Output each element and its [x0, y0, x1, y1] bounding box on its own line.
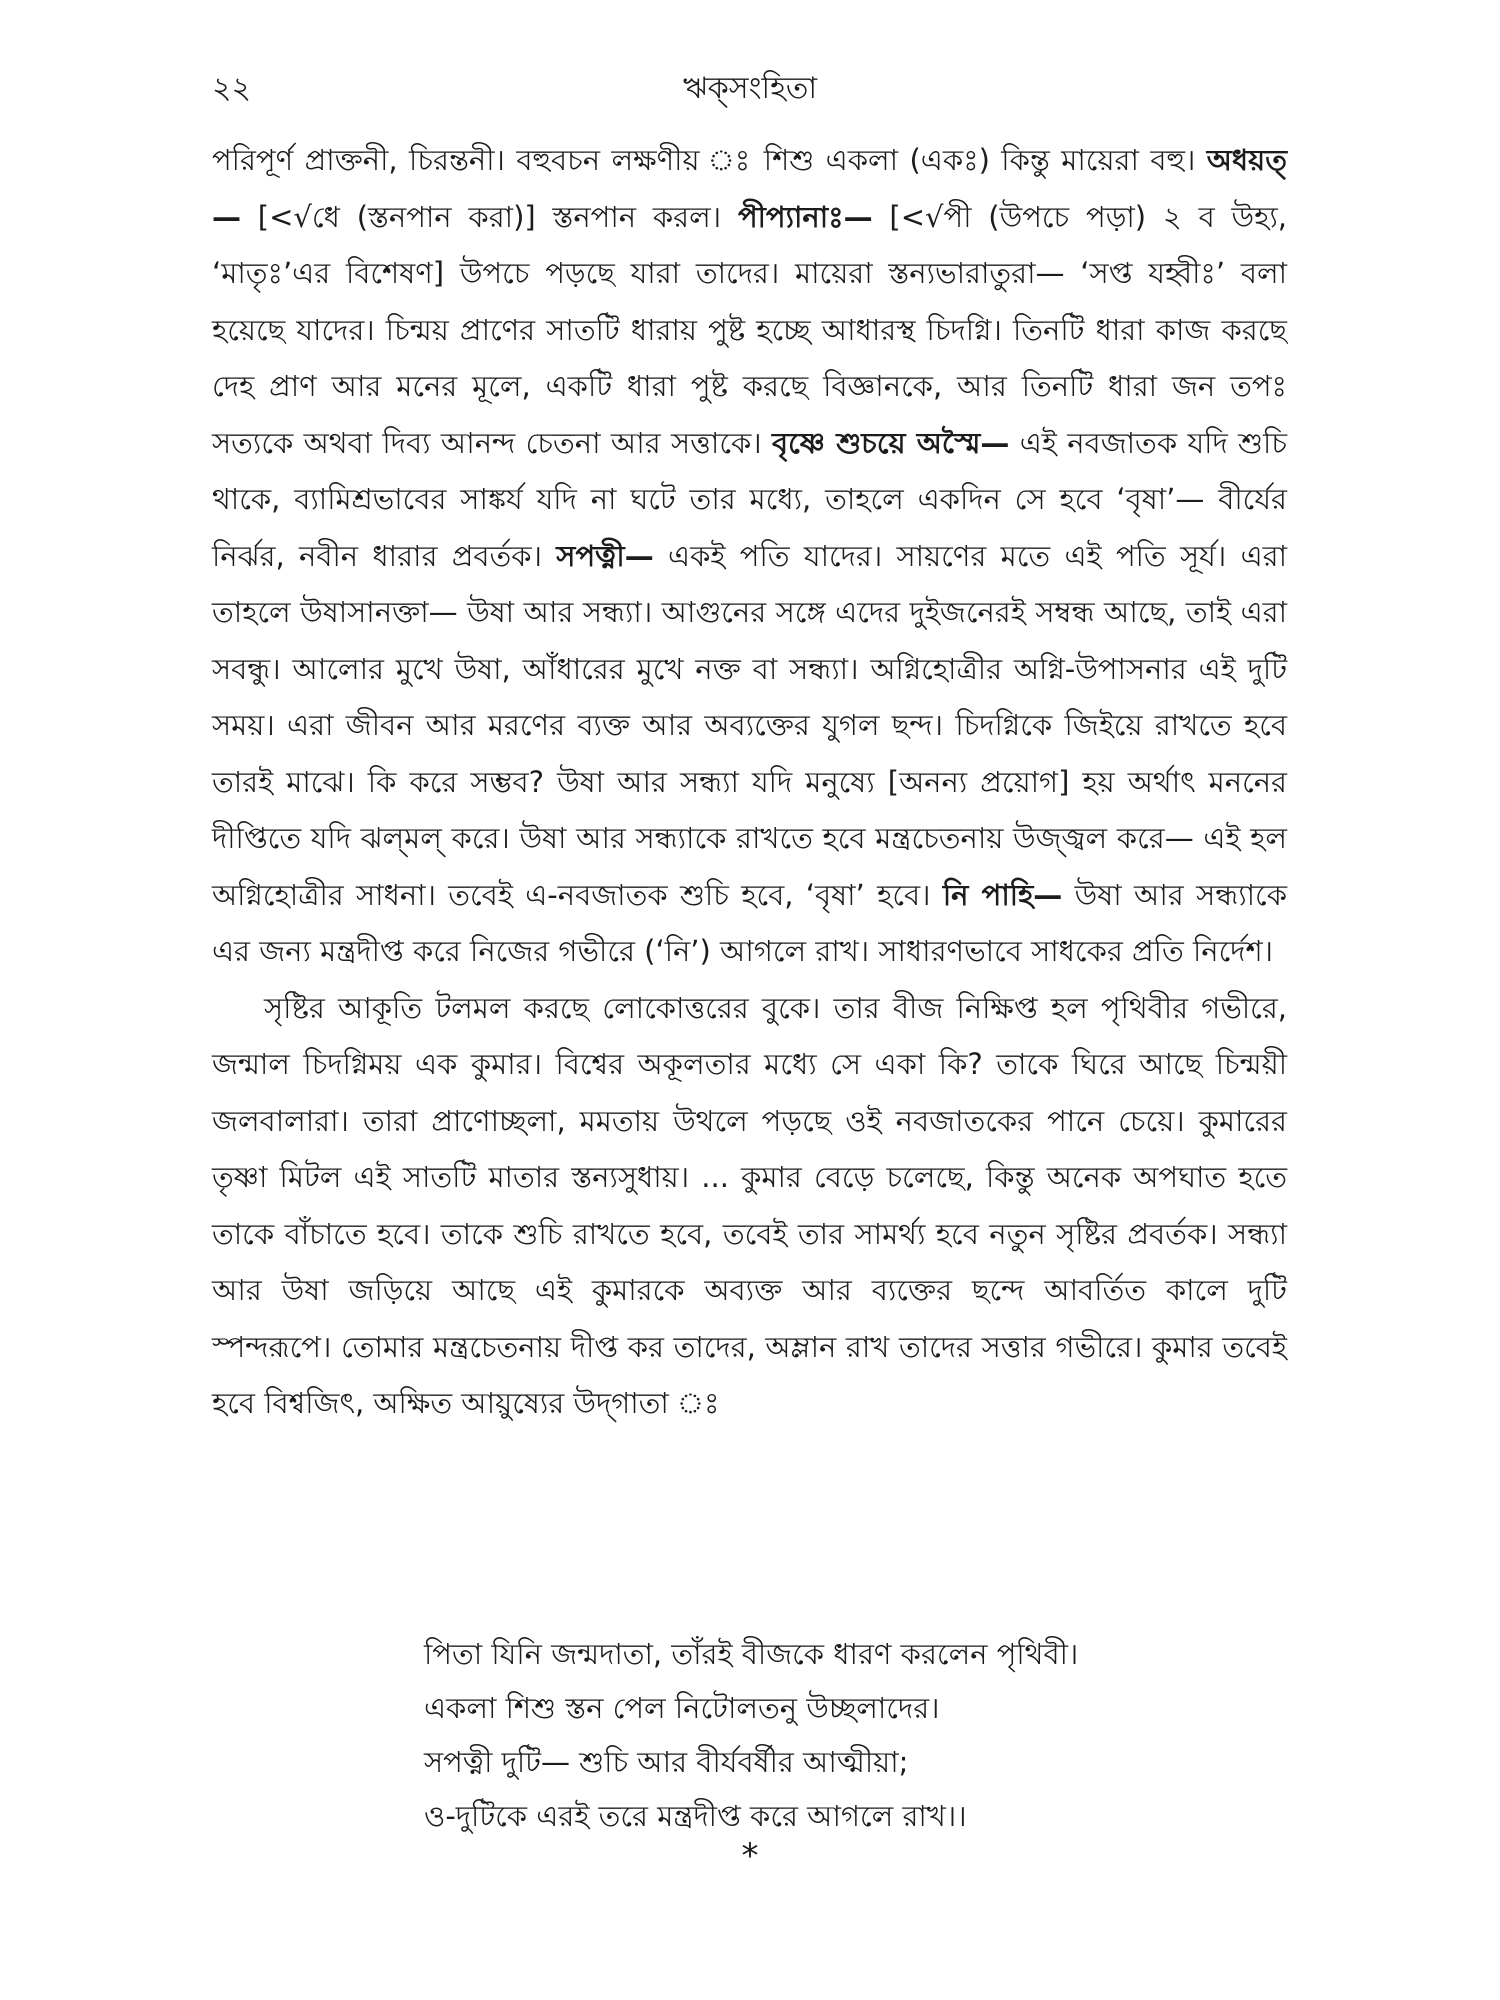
body-text: [212, 132, 1287, 1432]
verse-translation: [424, 1627, 1224, 1843]
text-run: উষা আর সন্ধ্যাকে এর জন্য মন্ত্রদীপ্ত করে নিজের গভীরে (‘নি’) আগলে রাখ। সাধারণভাবে সাধকের প্রতি নির্দেশ।: [212, 877, 1287, 968]
page-number: ২২: [212, 71, 252, 106]
verse-line: একলা শিশু স্তন পেল নিটোলতনু উচ্ছলাদের।: [424, 1691, 940, 1725]
term-adhayat: অধয়ত্—: [212, 143, 1287, 234]
term-sapatni: সপত্নী—: [556, 538, 654, 573]
term-ni-pahi: নি পাহি—: [942, 877, 1063, 912]
page-header: [212, 64, 1288, 112]
text-run: একই পতি যাদের। সায়ণের মতে এই পতি সূর্য। এরা তাহলে উষাসানক্তা— উষা আর সন্ধ্যা। আগুনের সঙ্গে এদের দুইজনেরই সম্বন্ধ আছে, তাই এরা সবন্ধু। আলোর মুখে উষা, আঁধারের মুখে নক্ত বা সন্ধ্যা। অগ্নিহোত্রীর অগ্নি-উপাসনার এই দুটি সময়। এরা জীবন আর মরণের ব্যক্ত আর অব্যক্তের যুগল ছন্দ। চিদগ্নিকে জিইয়ে রাখতে হবে তারই মাঝে। কি করে সম্ভব? উষা আর সন্ধ্যা যদি মনুষ্যে [অনন্য প্রয়োগ] হয় অর্থাৎ মননের দীপ্তিতে যদি ঝল্‌মল্ করে। উষা আর সন্ধ্যাকে রাখতে হবে মন্ত্রচেতনায় উজ্জ্বল করে— এই হল অগ্নিহোত্রীর সাধনা। তবেই এ-নবজাতক শুচি হবে, ‘বৃষা’ হবে।: [212, 538, 1287, 912]
term-vrishne-shuchaye-asmai: বৃষ্ণে শুচয়ে অস্মৈ—: [772, 425, 1010, 460]
section-end-mark: *: [741, 1836, 759, 1876]
verse-line: সপত্নী দুটি— শুচি আর বীর্যবর্ষীর আত্মীয়া;: [424, 1745, 909, 1779]
text-run: এই নবজাতক যদি শুচি থাকে, ব্যামিশ্রভাবের সাঙ্কর্য যদি না ঘটে তার মধ্যে, তাহলে একদিন সে হবে ‘বৃষা’— বীর্যের নির্ঝর, নবীন ধারার প্রবর্তক।: [212, 425, 1287, 573]
verse-line: ও-দুটিকে এরই তরে মন্ত্রদীপ্ত করে আগলে রাখ।।: [424, 1799, 967, 1833]
summary-paragraph: সৃষ্টির আকূতি টলমল করছে লোকোত্তরের বুকে। তার বীজ নিক্ষিপ্ত হল পৃথিবীর গভীরে, জন্মাল চিদগ্নিময় এক কুমার। বিশ্বের অকূলতার মধ্যে সে একা কি? তাকে ঘিরে আছে চিন্ময়ী জলবালারা। তারা প্রাণোচ্ছলা, মমতায় উথলে পড়ছে ওই নবজাতকের পানে চেয়ে। কুমারের তৃষ্ণা মিটল এই সাতটি মাতার স্তন্যসুধায়। ... কুমার বেড়ে চলেছে, কিন্তু অনেক অপঘাত হতে তাকে বাঁচাতে হবে। তাকে শুচি রাখতে হবে, তবেই তার সামর্থ্য হবে নতুন সৃষ্টির প্রবর্তক। সন্ধ্যা আর উষা জড়িয়ে আছে এই কুমারকে অব্যক্ত আর ব্যক্তের ছন্দে আবর্তিত কালে দুটি স্পন্দরূপে। তোমার মন্ত্রচেতনায় দীপ্ত কর তাদের, অম্লান রাখ তাদের সত্তার গভীরে। কুমার তবেই হবে বিশ্বজিৎ, অক্ষিত আয়ুষ্যের উদ্‌গাতা ঃ: [212, 990, 1287, 1420]
text-run: পরিপূর্ণ প্রাক্তনী, চিরন্তনী। বহুবচন লক্ষণীয় ঃ শিশু একলা (একঃ) কিন্তু মায়েরা বহু।: [212, 143, 1207, 177]
running-title: ঋক্‌সংহিতা: [682, 71, 818, 106]
text-run: [<√পী (উপচে পড়া) ২ ব উহ্য, ‘মাতৃঃ’এর বিশেষণ] উপচে পড়ছে যারা তাদের। মায়েরা স্তন্যভারাতুরা— ‘সপ্ত যহ্বীঃ’ বলা হয়েছে যাদের। চিন্ময় প্রাণের সাতটি ধারায় পুষ্ট হচ্ছে আধারস্থ চিদগ্নি। তিনটি ধারা কাজ করছে দেহ প্রাণ আর মনের মূলে, একটি ধারা পুষ্ট করছে বিজ্ঞানকে, আর তিনটি ধারা জন তপঃ সত্যকে অথবা দিব্য আনন্দ চেতনা আর সত্তাকে।: [212, 199, 1287, 460]
verse-line: পিতা যিনি জন্মদাতা, তাঁরই বীজকে ধারণ করলেন পৃথিবী।: [424, 1637, 1079, 1671]
term-pipyanah: পীপ্যানাঃ—: [737, 199, 873, 234]
text-run: [<√ধে (স্তনপান করা)] স্তনপান করল।: [241, 199, 738, 234]
commentary-paragraph: [212, 132, 1287, 980]
